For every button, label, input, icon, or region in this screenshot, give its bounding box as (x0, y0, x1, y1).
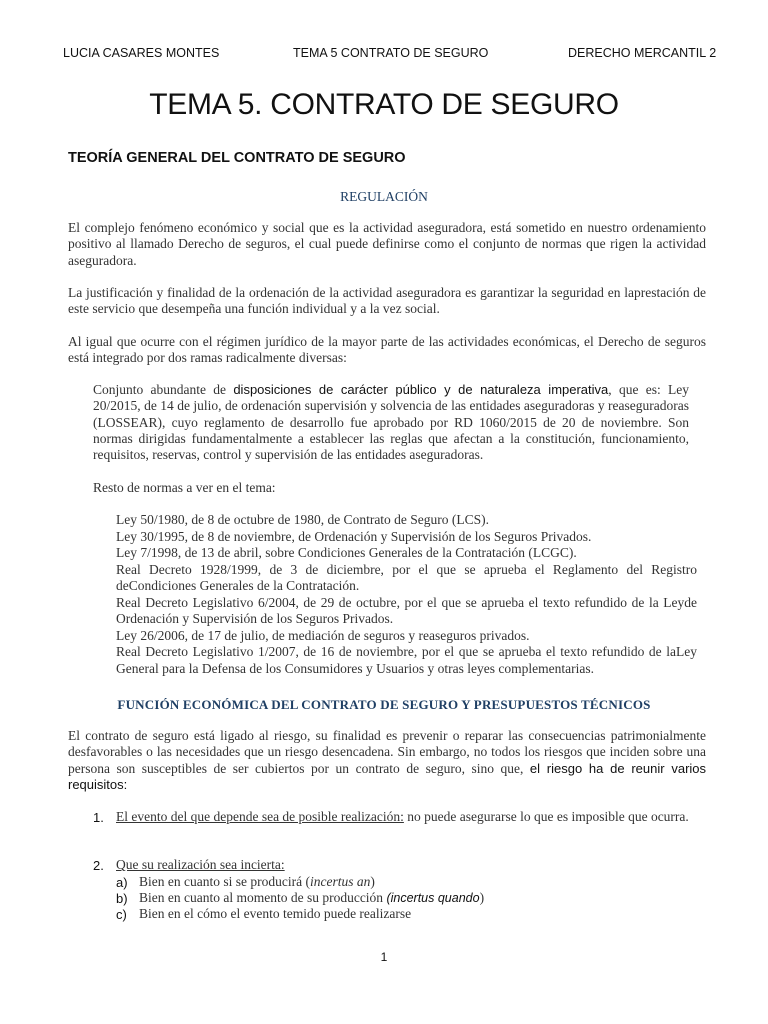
law-item: Real Decreto Legislativo 6/2004, de 29 de octubre, por el que se aprueba el texto refundido de la Leyde Ordenación y Supervisión de los Seguros Privados. (116, 594, 697, 626)
requisito-1 (116, 809, 706, 826)
sub-item-b (139, 890, 484, 907)
page-number: 1 (380, 950, 388, 964)
resto-normas-label: Resto de normas a ver en el tema: (93, 480, 276, 495)
sub-letter-c: c) (116, 907, 127, 922)
regulacion-paragraph-2: La justificación y finalidad de la ordenación de la actividad aseguradora es garantizar la seguridad en laprestación de este servicio que desempeña una función individual y a la vez social. (68, 285, 706, 317)
funcion-heading: FUNCIÓN ECONÓMICA DEL CONTRATO DE SEGURO Y PRESUPUESTOS TÉCNICOS (117, 697, 651, 712)
header-course: DERECHO MERCANTIL 2 (568, 46, 717, 60)
sub-item-a-close: ) (370, 874, 375, 889)
sub-item-a (139, 874, 375, 891)
regulacion-paragraph-3: Al igual que ocurre con el régimen jurídico de la mayor parte de las actividades económicas, el Derecho de seguros está integrado por dos ramas radicalmente diversas: (68, 334, 706, 366)
rama-publica-body: , que es: Ley 20/2015, de 14 de julio, de ordenación supervisión y solvencia de las entidades aseguradoras y reaseguradoras (LOSSEAR), cuyo reglamento de desarrollo fue aprobado por RD 1060/2015 de 20 de noviembre. Son normas dirigidas fundamentalmente a establecer las reglas que afectan a la constitución, funcionamiento, requisitos, reservas, control y supervisión de las entidades aseguradoras. (93, 382, 689, 463)
page-title: TEMA 5. CONTRATO DE SEGURO (149, 88, 619, 121)
sub-item-b-text: Bien en cuanto al momento de su producción (139, 890, 387, 905)
sub-letter-b: b) (116, 891, 128, 906)
sub-item-a-text: Bien en cuanto si se producirá ( (139, 874, 310, 889)
law-item: Ley 7/1998, de 13 de abril, sobre Condiciones Generales de la Contratación (LCGC). (116, 545, 577, 560)
regulacion-heading: REGULACIÓN (340, 189, 428, 204)
law-item: Real Decreto 1928/1999, de 3 de diciembre, por el que se aprueba el Reglamento del Registro deCondiciones Generales de la Contratación. (116, 561, 697, 593)
rama-publica-paragraph (93, 382, 689, 463)
sub-item-c-text: Bien en el cómo el evento temido puede realizarse (139, 906, 412, 921)
list-number-2: 2. (93, 858, 104, 873)
requisito-2-title: Que su realización sea incierta: (116, 857, 285, 872)
section-heading: TEORÍA GENERAL DEL CONTRATO DE SEGURO (68, 150, 406, 166)
law-item: Ley 26/2006, de 17 de julio, de mediación de seguros y reaseguros privados. (116, 627, 530, 643)
requisito-2 (116, 857, 706, 874)
rama-publica-intro: Conjunto abundante de (93, 382, 234, 397)
rama-publica-bold: disposiciones de carácter público y de naturaleza imperativa (233, 382, 609, 397)
law-item: Ley 50/1980, de 8 de octubre de 1980, de Contrato de Seguro (LCS). (116, 512, 490, 527)
requisito-1-title: El evento del que depende sea de posible realización: (116, 809, 404, 824)
regulacion-paragraph-1: El complejo fenómeno económico y social que es la actividad aseguradora, está sometido en nuestro ordenamiento positivo al llamado Derecho de seguros, el cual puede definirse como el conjunto de normas que rigen la actividad aseguradora. (68, 220, 706, 268)
sub-letter-a: a) (116, 875, 128, 890)
requisito-1-text: no puede asegurarse lo que es imposible que ocurra. (403, 809, 689, 824)
list-number-1: 1. (93, 810, 104, 825)
funcion-paragraph-1 (68, 728, 706, 793)
sub-item-c (139, 906, 411, 923)
laws-list (116, 512, 697, 677)
sub-item-b-close: ) (479, 890, 485, 905)
header-topic: TEMA 5 CONTRATO DE SEGURO (293, 46, 489, 60)
law-item: Ley 30/1995, de 8 de noviembre, de Ordenación y Supervisión de los Seguros Privados. (116, 528, 592, 544)
sub-item-a-italic: incertus an (309, 874, 371, 889)
header-author: LUCIA CASARES MONTES (63, 46, 220, 60)
sub-item-b-italic: (incertus quando (386, 891, 480, 905)
funcion-paragraph-body: El contrato de seguro está ligado al riesgo, su finalidad es prevenir o reparar las consecuencias patrimonialmente desfavorables o las necesidades que un riesgo desencadena. Sin embargo, no todos los riesgos que inciden sobre una persona son susceptibles de ser cubiertos por un contrato de seguro, sino que, (68, 728, 706, 776)
law-item: Real Decreto Legislativo 1/2007, de 16 de noviembre, por el que se aprueba el texto refundido de laLey General para la Defensa de los Consumidores y Usuarios y otras leyes complementarias. (116, 644, 697, 676)
funcion-paragraph-tail: el riesgo ha de reunir varios requisitos: (68, 760, 707, 792)
